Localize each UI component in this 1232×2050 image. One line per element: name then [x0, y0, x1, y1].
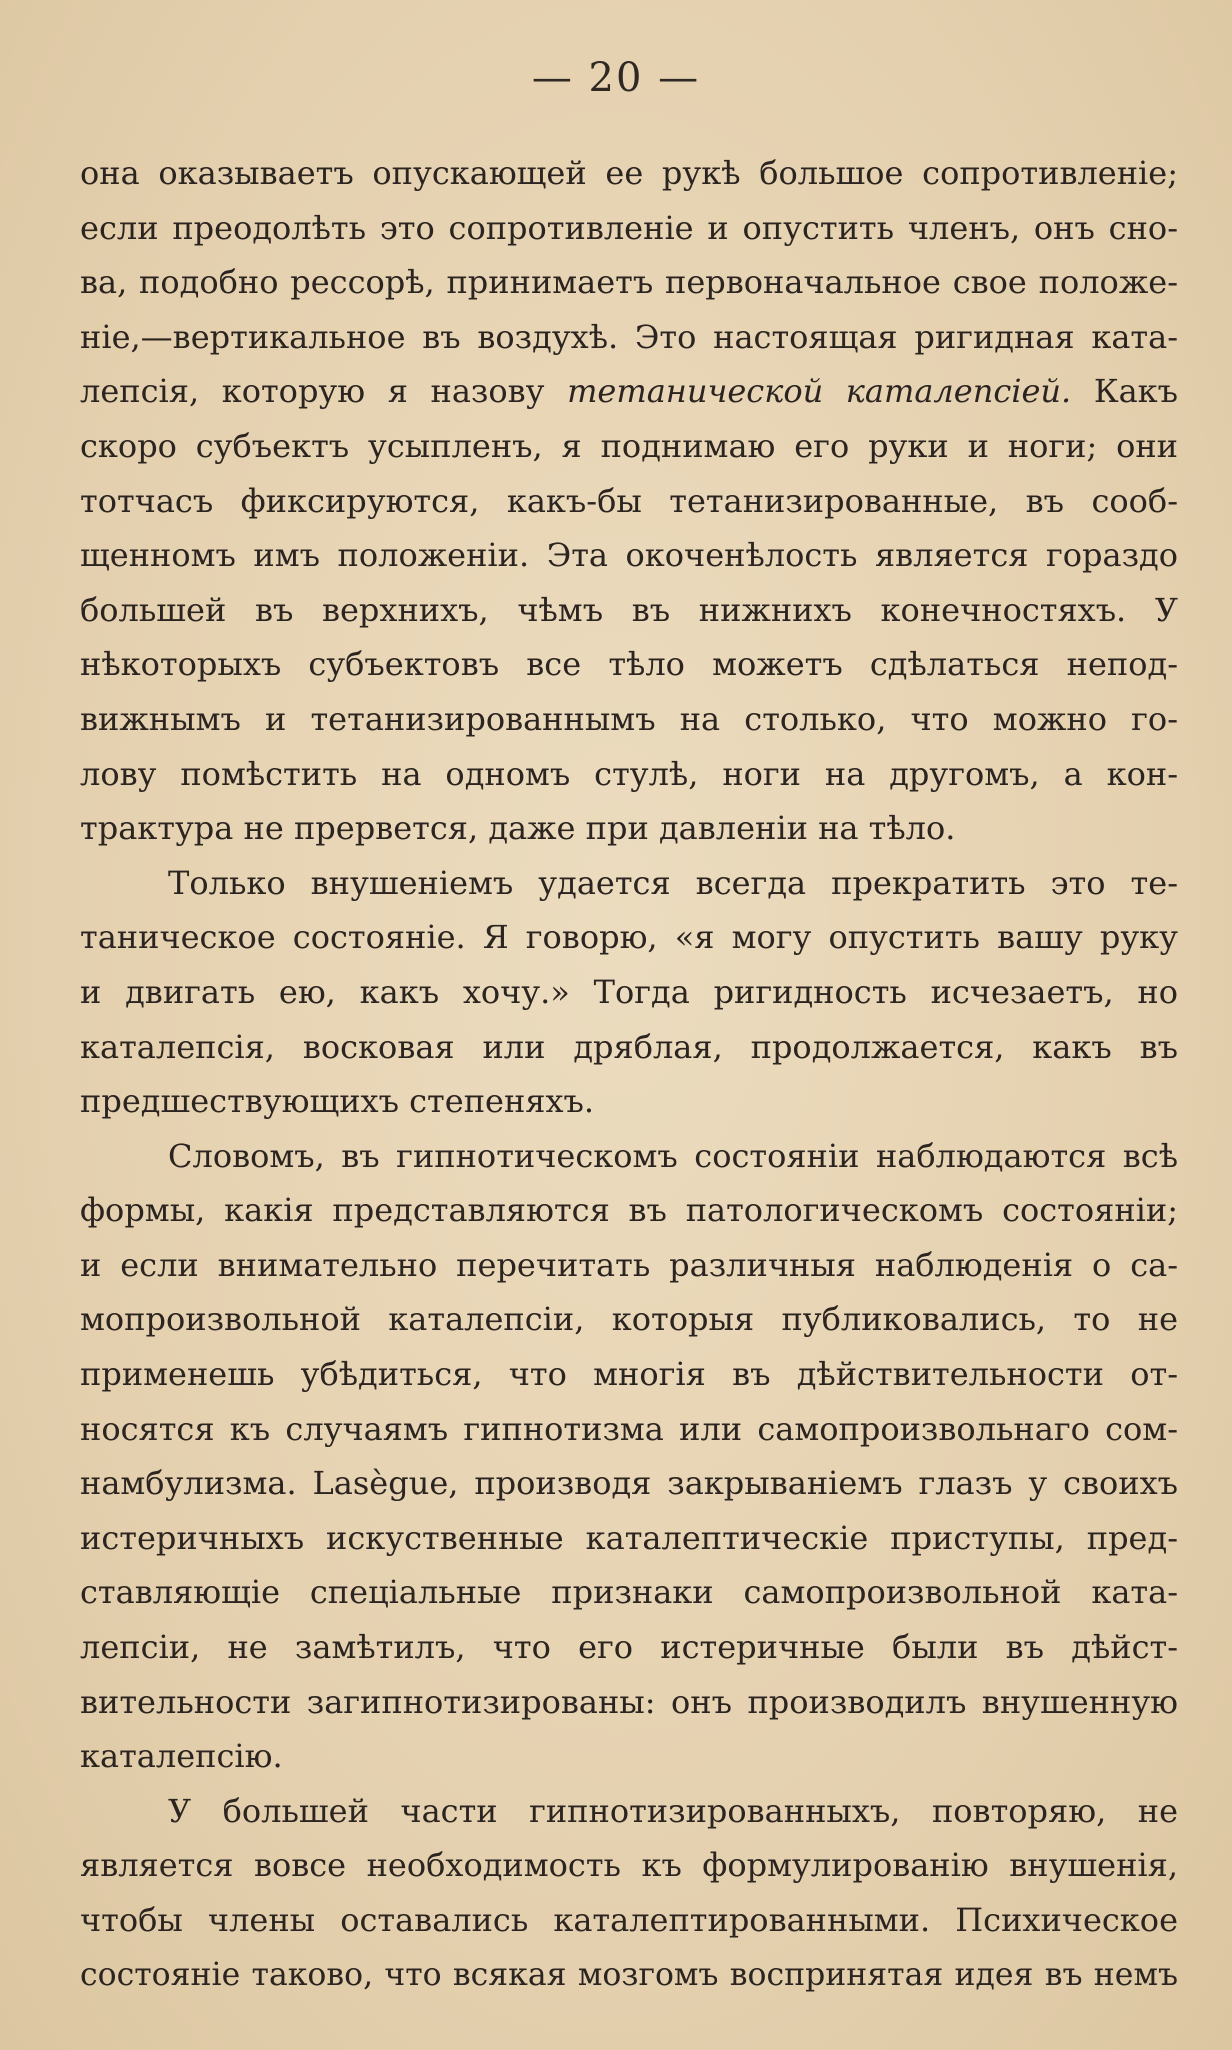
- text-line: является вовсе необходимость къ формулированію внушенія,: [80, 1846, 1178, 1885]
- italic-term: тетанической каталепсіей.: [567, 372, 1072, 411]
- text-line: Только внушеніемъ удается всегда прекратить это те-: [168, 863, 1178, 902]
- text-line: Словомъ, въ гипнотическомъ состояніи наблюдаются всѣ: [168, 1136, 1178, 1175]
- text-line: и если внимательно перечитать различныя наблюденія о са-: [80, 1245, 1178, 1284]
- body-text: [80, 146, 1178, 2002]
- text-line: ва, подобно рессорѣ, принимаетъ первоначальное свое положе-: [80, 263, 1178, 302]
- text-line: намбулизма. Lasègue, производя закрываніемъ глазъ у своихъ: [80, 1464, 1178, 1503]
- text-line: лову помѣстить на одномъ стулѣ, ноги на другомъ, а кон-: [80, 754, 1178, 793]
- text-line: каталепсія, восковая или дряблая, продолжается, какъ въ: [80, 1027, 1178, 1066]
- text-line: У большей части гипнотизированныхъ, повторяю, не: [168, 1791, 1178, 1830]
- text-line: [80, 364, 1178, 419]
- text-line: формы, какія представляются въ патологическомъ состояніи;: [80, 1191, 1178, 1230]
- text-line: ніе,—вертикальное въ воздухѣ. Это настоящая ригидная ката-: [80, 317, 1178, 356]
- text-line: трактура не прервется, даже при давленіи на тѣло.: [80, 809, 956, 848]
- text-line: мопроизвольной каталепсіи, которыя публиковались, то не: [80, 1300, 1178, 1339]
- text-line: носятся къ случаямъ гипнотизма или самопроизвольнаго сом-: [80, 1409, 1178, 1448]
- text-segment: Какъ: [1071, 372, 1178, 411]
- text-line: истеричныхъ искуственные каталептическіе приступы, пред-: [80, 1518, 1178, 1557]
- text-line: она оказываетъ опускающей ее рукѣ большое сопротивленіе;: [80, 154, 1178, 192]
- text-line: если преодолѣть это сопротивленіе и опустить членъ, онъ сно-: [80, 208, 1178, 247]
- text-line: вижнымъ и тетанизированнымъ на столько, что можно го-: [80, 699, 1178, 738]
- text-segment: лепсія, которую я назову: [80, 372, 568, 411]
- text-line: состояніе таково, что всякая мозгомъ воспринятая идея въ немъ: [80, 1956, 1178, 1993]
- text-line: щенномъ имъ положеніи. Эта окоченѣлость является гораздо: [80, 536, 1178, 575]
- text-line: тотчасъ фиксируются, какъ-бы тетанизированные, въ сооб-: [80, 481, 1178, 520]
- text-line: каталепсію.: [80, 1737, 283, 1776]
- text-line: предшествующихъ степеняхъ.: [80, 1082, 595, 1121]
- text-line: таническое состояніе. Я говорю, «я могу опустить вашу руку: [80, 918, 1178, 957]
- text-line: большей въ верхнихъ, чѣмъ въ нижнихъ конечностяхъ. У: [80, 590, 1178, 629]
- text-line: нѣкоторыхъ субъектовъ все тѣло можетъ сдѣлаться непод-: [80, 645, 1178, 684]
- text-line: чтобы члены оставались каталептированными. Психическое: [80, 1901, 1178, 1939]
- text-line: и двигать ею, какъ хочу.» Тогда ригидность исчезаетъ, но: [80, 972, 1178, 1011]
- text-line: ставляющіе спеціальные признаки самопроизвольной ката-: [80, 1573, 1178, 1612]
- text-line: лепсіи, не замѣтилъ, что его истеричные были въ дѣйст-: [80, 1628, 1178, 1667]
- page-number: — 20 —: [531, 55, 701, 101]
- text-line: вительности загипнотизированы: онъ производилъ внушенную: [80, 1682, 1178, 1721]
- text-line: применешь убѣдиться, что многія въ дѣйствительности от-: [80, 1355, 1178, 1394]
- text-line: скоро субъектъ усыпленъ, я поднимаю его руки и ноги; они: [80, 426, 1178, 465]
